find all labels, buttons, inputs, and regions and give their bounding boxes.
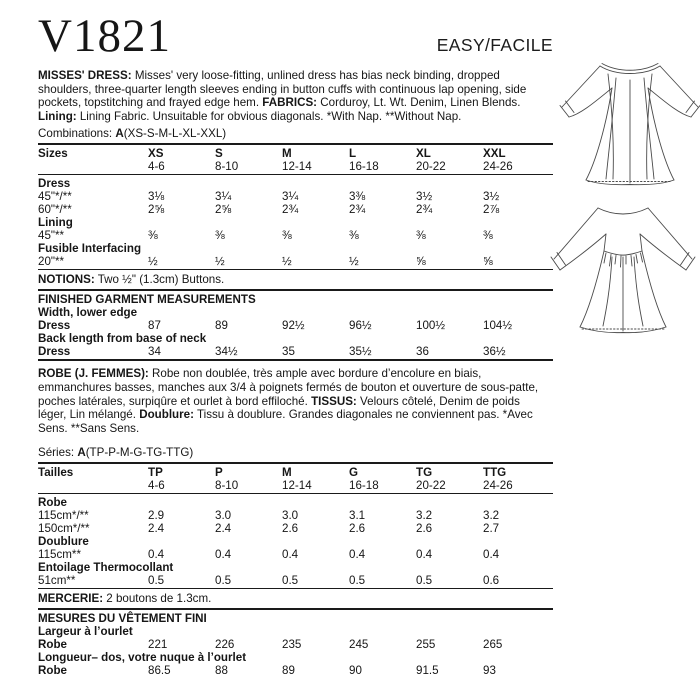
table-cell: 3⅜ — [349, 190, 366, 204]
table-cell: ⅜ — [349, 229, 359, 243]
table-row — [38, 216, 553, 229]
table-cell: 0.4 — [215, 548, 232, 562]
table-cell: 34 — [148, 345, 161, 359]
table-cell: 92½ — [282, 319, 305, 333]
table-row — [38, 306, 553, 319]
table-group-label: Longueur– dos, votre nuque à l’ourlet — [38, 651, 247, 665]
table-cell: 265 — [483, 638, 503, 652]
table-cell: ½ — [282, 255, 292, 269]
table-cell: ½ — [349, 255, 359, 269]
yardage-table-metric — [38, 466, 553, 587]
table-cell: 93 — [483, 664, 496, 678]
doublure-label: Doublure: — [139, 408, 194, 422]
fabrics-text: Corduroy, Lt. Wt. Denim, Linen Blends. — [317, 96, 521, 110]
tissus-text: Velours côtelé, Denim de poids léger, Lin mélangé. — [38, 394, 520, 422]
table-corner-label: Tailles — [38, 466, 74, 480]
pattern-number: V1821 — [38, 10, 171, 62]
table-cell: 235 — [282, 638, 302, 652]
table-group-label: Robe — [38, 496, 67, 510]
table-cell: 3.0 — [282, 509, 299, 523]
table-row — [38, 242, 553, 255]
mercerie-text: 2 boutons de 1.3cm. — [103, 592, 212, 606]
table-cell: 2⅞ — [483, 203, 500, 217]
table-group-label: Doublure — [38, 535, 89, 549]
table-row-label: Dress — [38, 345, 71, 359]
table-cell: 86.5 — [148, 664, 171, 678]
table-cell: ⅝ — [416, 255, 426, 269]
table-cell: 100½ — [416, 319, 446, 333]
size-column-header: TTG — [483, 466, 507, 480]
table-row — [38, 190, 553, 203]
size-range-label: 8-10 — [215, 479, 239, 493]
table-cell: 2.4 — [215, 522, 232, 536]
size-range-label: 8-10 — [215, 160, 239, 174]
divider — [38, 143, 553, 145]
size-column-header: TG — [416, 466, 433, 480]
combinations-sizes: (XS-S-M-L-XL-XXL) — [123, 127, 227, 141]
yardage-table-imperial — [38, 147, 553, 268]
table-cell: 0.5 — [215, 574, 232, 588]
table-cell: 2.4 — [148, 522, 165, 536]
table-cell: 34½ — [215, 345, 238, 359]
table-row — [38, 509, 553, 522]
table-row-label: 51cm** — [38, 574, 76, 588]
table-row — [38, 625, 553, 638]
table-header-row — [38, 147, 553, 160]
table-row-label: 115cm*/** — [38, 509, 89, 523]
notions-label: NOTIONS: — [38, 273, 95, 287]
table-header-rule — [38, 493, 553, 494]
lining-text: Lining Fabric. Unsuitable for obvious diagonals. *With Nap. **Without Nap. — [76, 109, 462, 123]
table-row — [38, 255, 553, 268]
table-row — [38, 522, 553, 535]
table-cell: 90 — [349, 664, 362, 678]
dress-back-sketch-icon — [540, 196, 700, 341]
divider — [38, 269, 553, 270]
lining-label: Lining: — [38, 109, 77, 123]
size-range-label: 24-26 — [483, 160, 513, 174]
description-fr-text1: Robe non doublée, très ample avec bordure d’encolure en biais, emmanchures basses, manches aux 3/4 à poignets fermés de bouton et ouverture de sous-patte, poches latérales, surpiqûre et ourlet à bord effiloché. — [38, 367, 539, 408]
table-row — [38, 574, 553, 587]
table-cell: 35½ — [349, 345, 372, 359]
table-cell: 2⅝ — [215, 203, 232, 217]
table-cell: 3¼ — [282, 190, 299, 204]
table-row — [38, 203, 553, 216]
table-cell: 104½ — [483, 319, 513, 333]
mercerie-label: MERCERIE: — [38, 592, 104, 606]
description-en — [38, 69, 544, 123]
table-cell: ⅝ — [483, 255, 493, 269]
table-group-label: Largeur à l’ourlet — [38, 625, 133, 639]
size-column-header: G — [349, 466, 359, 480]
table-row-label: Robe — [38, 664, 67, 678]
table-row — [38, 535, 553, 548]
table-cell: 0.5 — [282, 574, 299, 588]
size-range-label: 20-22 — [416, 479, 446, 493]
table-row — [38, 345, 553, 358]
table-cell: 3.0 — [215, 509, 232, 523]
tissus-label: TISSUS: — [311, 394, 357, 408]
table-group-label: Dress — [38, 177, 71, 191]
notions-text: Two ½" (1.3cm) Buttons. — [94, 273, 225, 287]
table-cell: 3⅛ — [148, 190, 165, 204]
description-fr — [38, 367, 544, 435]
table-row-label: Dress — [38, 319, 71, 333]
table-cell: 2.6 — [349, 522, 366, 536]
table-cell: 0.4 — [148, 548, 165, 562]
size-column-header: M — [282, 466, 292, 480]
combinations-view-letter: A — [115, 127, 124, 141]
table-cell: ⅜ — [148, 229, 158, 243]
table-row — [38, 496, 553, 509]
size-range-label: 12-14 — [282, 479, 312, 493]
table-row-label: 45"** — [38, 229, 65, 243]
spacer — [38, 160, 148, 173]
table-cell: 3¼ — [215, 190, 232, 204]
mesures-title: MESURES DU VÊTEMENT FINI — [38, 612, 207, 626]
table-cell: 36 — [416, 345, 429, 359]
table-cell: 2.6 — [416, 522, 433, 536]
divider — [38, 289, 553, 291]
table-row-label: 20"** — [38, 255, 65, 269]
table-row-label: 45"*/** — [38, 190, 72, 204]
table-cell: 0.5 — [148, 574, 165, 588]
doublure-text: Tissu à doublure. Grandes diagonales ne conviennent pas. *Avec Sens. **Sans Sens. — [38, 408, 533, 435]
table-cell: 3.2 — [416, 509, 433, 523]
table-cell: 35 — [282, 345, 295, 359]
series-prefix: Séries: — [38, 446, 78, 460]
envelope-back — [38, 10, 553, 677]
table-cell: 0.5 — [416, 574, 433, 588]
table-cell: 89 — [215, 319, 228, 333]
table-cell: 0.4 — [483, 548, 500, 562]
size-range-label: 4-6 — [148, 479, 165, 493]
table-row — [38, 651, 553, 664]
divider — [38, 359, 553, 361]
table-group-label: Back length from base of neck — [38, 332, 207, 346]
divider — [38, 608, 553, 610]
spacer — [38, 479, 148, 492]
table-row — [38, 319, 553, 332]
table-cell: 2¾ — [349, 203, 366, 217]
size-column-header: XS — [148, 147, 164, 161]
table-cell: ⅜ — [416, 229, 426, 243]
finished-measurements-table — [38, 306, 553, 358]
table-group-label: Lining — [38, 216, 73, 230]
combinations-line — [38, 127, 553, 140]
size-column-header: XL — [416, 147, 431, 161]
table-header-rule — [38, 174, 553, 175]
table-cell: 0.4 — [282, 548, 299, 562]
table-group-label: Fusible Interfacing — [38, 242, 142, 256]
table-cell: 89 — [282, 664, 295, 678]
mesures-table — [38, 625, 553, 677]
size-range-label: 24-26 — [483, 479, 513, 493]
table-cell: 226 — [215, 638, 235, 652]
fabrics-label: FABRICS: — [262, 96, 318, 110]
table-corner-label: Sizes — [38, 147, 68, 161]
table-cell: 255 — [416, 638, 436, 652]
table-cell: 91.5 — [416, 664, 439, 678]
table-row-label: Robe — [38, 638, 67, 652]
table-cell: 0.6 — [483, 574, 500, 588]
table-cell: 87 — [148, 319, 161, 333]
size-column-header: XXL — [483, 147, 506, 161]
size-range-label: 16-18 — [349, 479, 379, 493]
series-view-letter: A — [77, 446, 86, 460]
table-cell: 3.2 — [483, 509, 500, 523]
table-group-label: Entoilage Thermocollant — [38, 561, 174, 575]
size-range-label: 16-18 — [349, 160, 379, 174]
size-range-label: 20-22 — [416, 160, 446, 174]
size-range-label: 12-14 — [282, 160, 312, 174]
table-row-label: 60"*/** — [38, 203, 72, 217]
table-row — [38, 332, 553, 345]
size-column-header: S — [215, 147, 223, 161]
size-range-label: 4-6 — [148, 160, 165, 174]
size-column-header: TP — [148, 466, 163, 480]
table-cell: 88 — [215, 664, 228, 678]
table-size-range-row — [38, 479, 553, 492]
divider — [38, 588, 553, 589]
dress-front-illustration — [556, 46, 700, 203]
table-row-label: 150cm*/** — [38, 522, 90, 536]
table-cell: ½ — [148, 255, 158, 269]
description-fr-label: ROBE (J. FEMMES): — [38, 367, 149, 381]
table-row — [38, 229, 553, 242]
combinations-prefix: Combinations: — [38, 127, 116, 141]
table-cell: 36½ — [483, 345, 506, 359]
header-row — [38, 10, 553, 60]
mercerie-line — [38, 591, 553, 607]
table-cell: ⅜ — [215, 229, 225, 243]
description-en-label: MISSES' DRESS: — [38, 69, 132, 82]
dress-front-sketch-icon — [556, 46, 700, 198]
divider — [38, 462, 553, 464]
table-header-row — [38, 466, 553, 479]
table-row — [38, 548, 553, 561]
dress-back-illustration — [540, 196, 700, 346]
table-cell: 2.9 — [148, 509, 165, 523]
table-cell: 2⅝ — [148, 203, 165, 217]
notions-line — [38, 272, 553, 288]
table-cell: 96½ — [349, 319, 372, 333]
table-cell: 3.1 — [349, 509, 366, 523]
table-size-range-row — [38, 160, 553, 173]
table-cell: 0.5 — [349, 574, 366, 588]
table-cell: 221 — [148, 638, 168, 652]
table-cell: 3½ — [483, 190, 500, 204]
table-cell: 2.6 — [282, 522, 299, 536]
table-cell: 3½ — [416, 190, 433, 204]
table-row — [38, 638, 553, 651]
table-row — [38, 664, 553, 677]
table-cell: 2¾ — [282, 203, 299, 217]
series-sizes: (TP-P-M-G-TG-TTG) — [85, 446, 194, 460]
table-cell: 0.4 — [349, 548, 366, 562]
table-cell: ⅜ — [483, 229, 493, 243]
table-cell: 245 — [349, 638, 369, 652]
difficulty-label: EASY/FACILE — [436, 35, 553, 55]
table-row — [38, 561, 553, 574]
table-group-label: Width, lower edge — [38, 306, 138, 320]
size-column-header: L — [349, 147, 357, 161]
table-cell: 2.7 — [483, 522, 500, 536]
size-column-header: M — [282, 147, 292, 161]
table-row — [38, 177, 553, 190]
table-row-label: 115cm** — [38, 548, 81, 562]
table-cell: ⅜ — [282, 229, 292, 243]
finished-measurements-title: FINISHED GARMENT MEASUREMENTS — [38, 293, 256, 307]
table-cell: 0.4 — [416, 548, 433, 562]
size-column-header: P — [215, 466, 223, 480]
table-cell: 2¾ — [416, 203, 433, 217]
table-cell: ½ — [215, 255, 225, 269]
description-en-text1: Misses' very loose-fitting, unlined dress has bias neck binding, dropped shoulders, three-quarter length sleeves ending in button cuffs with continuous lap opening, side pockets, topstitching and frayed edge hem. — [38, 69, 527, 110]
series-line — [38, 446, 553, 459]
